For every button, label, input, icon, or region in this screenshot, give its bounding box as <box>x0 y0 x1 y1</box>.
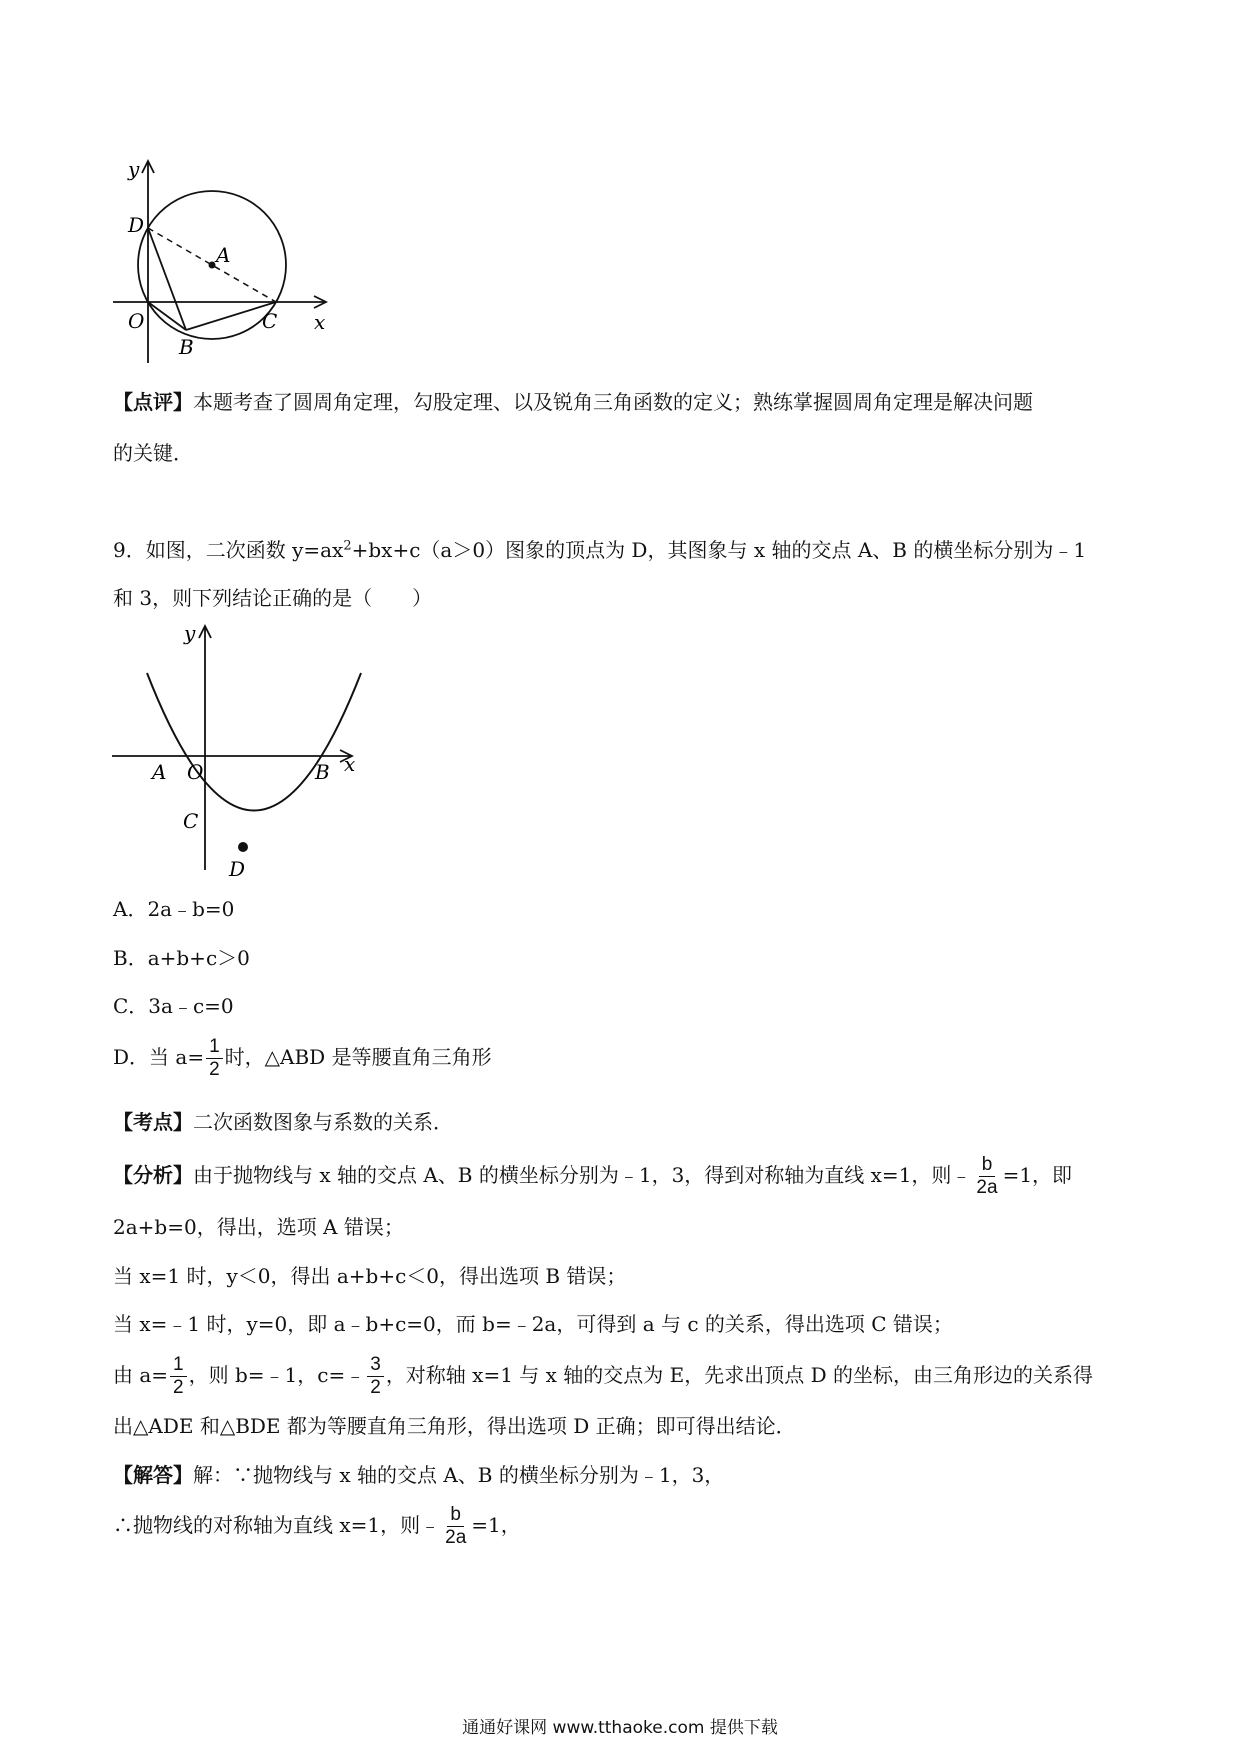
parabola-figure <box>108 618 368 883</box>
label-x: x <box>314 310 326 334</box>
label-y2: y <box>184 621 196 645</box>
kaodian-tag: 【考点】 <box>113 1110 193 1134</box>
analysis-text-5c: ，对称轴 x=1 与 x 轴的交点为 E，先求出顶点 D 的坐标，由三角形边的关系得 <box>385 1363 1093 1387</box>
answer-text-2: ∴抛物线的对称轴为直线 x=1，则﹣ <box>113 1513 441 1537</box>
question-line-2: 和 3，则下列结论正确的是（ ） <box>113 586 433 610</box>
answer-line-2 <box>113 1498 521 1552</box>
question-line-1 <box>113 536 1086 564</box>
analysis-text-5a: 由 a= <box>113 1363 169 1387</box>
option-a: A．2a﹣b=0 <box>113 897 235 921</box>
answer-tag: 【解答】 <box>113 1463 193 1487</box>
label-O2: O <box>187 760 204 784</box>
answer-text-1: 解：∵抛物线与 x 轴的交点 A、B 的横坐标分别为﹣1，3， <box>193 1463 725 1487</box>
analysis-line-2: 2a+b=0，得出，选项 A 错误； <box>113 1215 404 1239</box>
label-D2: D <box>229 857 246 881</box>
analysis-text-1-end: =1，即 <box>1002 1163 1073 1187</box>
answer-line-1 <box>113 1461 724 1489</box>
option-d <box>113 1030 492 1084</box>
label-x2: x <box>344 752 356 776</box>
analysis-line-3: 当 x=1 时，y＜0，得出 a+b+c＜0，得出选项 B 错误； <box>113 1264 627 1288</box>
fraction-b-over-2a: $\frac{b}{2a}$ <box>976 1154 998 1198</box>
label-C: C <box>262 309 278 333</box>
review-line-1 <box>113 388 1033 416</box>
answer-text-2-end: =1， <box>471 1513 521 1537</box>
label-A2: A <box>152 760 167 784</box>
review-tag: 【点评】 <box>113 390 193 414</box>
question-suffix: +bx+c（a＞0）图象的顶点为 D，其图象与 x 轴的交点 A、B 的横坐标分别为﹣1 <box>351 538 1087 562</box>
review-text-1: 本题考查了圆周角定理，勾股定理、以及锐角三角函数的定义；熟练掌握圆周角定理是解决问题 <box>193 390 1033 414</box>
option-b: B．a+b+c＞0 <box>113 946 250 970</box>
fraction-1-over-2: $\frac{1}{2}$ <box>170 1354 187 1399</box>
label-A: A <box>216 243 231 267</box>
analysis-line-5 <box>113 1348 1093 1402</box>
label-B2: B <box>315 760 330 784</box>
kaodian-line <box>113 1108 453 1136</box>
fraction-one-half: $\frac{1}{2}$ <box>206 1036 223 1081</box>
label-D: D <box>128 213 145 237</box>
option-d-post: 时，△ABD 是等腰直角三角形 <box>224 1045 492 1069</box>
kaodian-text: 二次函数图象与系数的关系． <box>193 1110 453 1134</box>
analysis-text-1: 由于抛物线与 x 轴的交点 A、B 的横坐标分别为﹣1，3，得到对称轴为直线 x=1，则﹣ <box>193 1163 972 1187</box>
page-footer: 通通好课网 www.tthaoke.com 提供下载 <box>462 1718 778 1738</box>
analysis-line-1 <box>113 1148 1072 1202</box>
option-c: C．3a﹣c=0 <box>113 994 234 1018</box>
analysis-tag: 【分析】 <box>113 1163 193 1187</box>
question-prefix: 9．如图，二次函数 y=ax <box>113 538 344 562</box>
circle-figure <box>108 158 338 368</box>
label-y: y <box>128 158 140 181</box>
fraction-b-over-2a-answer: $\frac{b}{2a}$ <box>445 1504 467 1548</box>
option-d-pre: D．当 a= <box>113 1045 205 1069</box>
review-text-2: 的关键． <box>113 441 193 465</box>
analysis-text-5b: ，则 b=﹣1，c=﹣ <box>188 1363 366 1387</box>
label-C2: C <box>183 809 199 833</box>
label-O: O <box>128 309 145 333</box>
question-exponent: 2 <box>343 538 352 554</box>
analysis-line-6: 出△ADE 和△BDE 都为等腰直角三角形，得出选项 D 正确；即可得出结论． <box>113 1414 796 1438</box>
fraction-3-over-2: $\frac{3}{2}$ <box>367 1354 384 1399</box>
analysis-line-4: 当 x=﹣1 时，y=0，即 a﹣b+c=0，而 b=﹣2a，可得到 a 与 c 的关系，得出选项 C 错误； <box>113 1312 953 1336</box>
label-B: B <box>179 335 194 359</box>
